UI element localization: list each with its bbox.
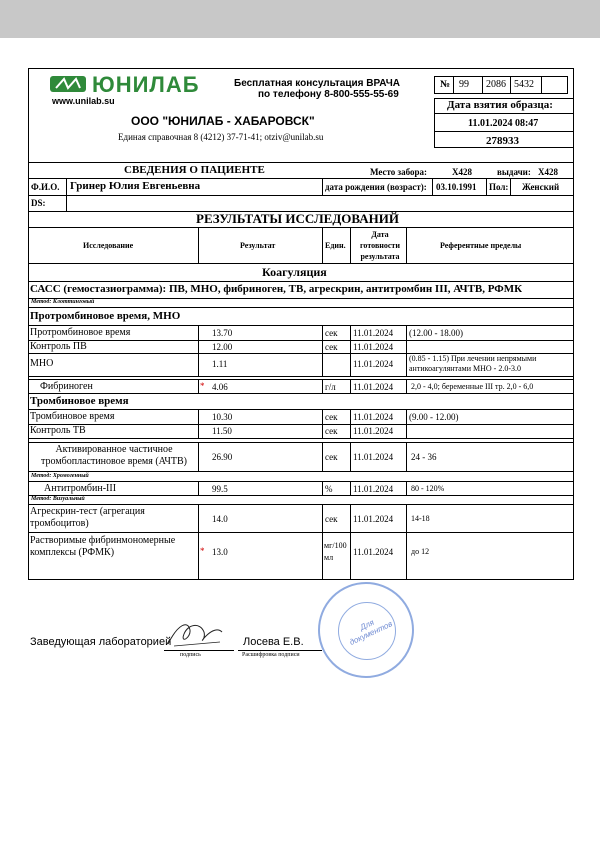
signature-caption: подпись xyxy=(180,652,201,658)
hotline-line1: Бесплатная консультация ВРАЧА xyxy=(234,78,400,89)
row-fibrinogen-ref: 2,0 - 4,0; беременные III тр. 2,0 - 6,0 xyxy=(411,382,534,391)
sample-id: 278933 xyxy=(486,135,519,147)
row-tt-control-date: 11.01.2024 xyxy=(353,426,394,436)
patient-section-title: СВЕДЕНИЯ О ПАЦИЕНТЕ xyxy=(124,164,265,176)
row-pt-date: 11.01.2024 xyxy=(353,328,394,338)
panel-title: САСС (гемостазиограмма): ПВ, МНО, фибриноген, ТВ, агрескрин, антитромбин III, АЧТВ, РФМК xyxy=(30,283,523,295)
fio-value: Гринер Юлия Евгеньевна xyxy=(70,180,201,192)
row-tt-control-unit: сек xyxy=(325,426,338,436)
row-aptt-ref: 24 - 36 xyxy=(411,452,437,462)
stamp xyxy=(318,582,414,678)
col-ref: Референтные пределы xyxy=(440,241,522,250)
sex-value: Женский xyxy=(522,182,560,192)
row-sfmc-value: 13.0 xyxy=(212,547,228,557)
row-inr-name: МНО xyxy=(30,358,54,369)
row-pt-unit: сек xyxy=(325,328,338,338)
row-pv-control-unit: сек xyxy=(325,342,338,352)
row-sfmc-flag: * xyxy=(200,546,205,556)
results-title: РЕЗУЛЬТАТЫ ИССЛЕДОВАНИЙ xyxy=(196,211,399,226)
logo-leaf-icon xyxy=(50,74,88,94)
ds-label: DS: xyxy=(31,198,46,208)
col-study: Исследование xyxy=(83,241,134,250)
row-fibrinogen-value: 4.06 xyxy=(212,382,228,392)
row-tt-date: 11.01.2024 xyxy=(353,412,394,422)
dob-label: дата рождения (возраст): xyxy=(325,182,427,192)
place-label: Место забора: xyxy=(370,167,428,177)
method-chromogenic: Метод: Хромогенный xyxy=(31,473,89,479)
row-sfmc-ref: до 12 xyxy=(411,547,430,556)
row-aptt-name: Активированное частичное тромбопластиновое время (АЧТВ) xyxy=(41,444,187,467)
col-date: Дата готовности результата xyxy=(360,230,400,261)
row-sfmc-unit: мг/100 мл xyxy=(324,541,347,562)
row-pt-value: 13.70 xyxy=(212,328,233,338)
number-part-3: 5432 xyxy=(514,79,534,90)
logo-text: ЮНИЛАБ xyxy=(92,72,200,97)
row-sfmc-name: Растворимые фибринмономерные комплексы (РФМК) xyxy=(30,535,176,558)
fio-label: Ф.И.О. xyxy=(31,182,60,192)
method-clotting: Метод: Клоттинговый xyxy=(31,299,95,305)
issue-label: выдачи: xyxy=(497,167,531,177)
row-fibrinogen-unit: г/л xyxy=(325,382,336,392)
row-fibrinogen-flag: * xyxy=(200,381,205,391)
row-at3-value: 99.5 xyxy=(212,484,228,494)
stamp-text: Для документов xyxy=(348,617,394,647)
col-unit: Един. xyxy=(325,241,346,250)
row-at3-ref: 80 - 120% xyxy=(411,484,445,493)
row-fibrinogen-date: 11.01.2024 xyxy=(353,382,394,392)
group-tt: Тромбиновое время xyxy=(30,395,129,407)
row-at3-date: 11.01.2024 xyxy=(353,484,394,494)
row-tt-ref: (9.00 - 12.00) xyxy=(409,412,459,422)
head-name: Лосева Е.В. xyxy=(243,636,304,648)
name-caption: Расшифровка подписи xyxy=(242,652,300,658)
sample-date-label: Дата взятия образца: xyxy=(447,99,553,111)
number-part-2: 2086 xyxy=(486,79,506,90)
row-inr-value: 1.11 xyxy=(212,359,228,369)
row-aptt-value: 26.90 xyxy=(212,452,233,462)
top-gray-bar xyxy=(0,0,600,38)
row-pv-control-value: 12.00 xyxy=(212,342,233,352)
row-pt-ref: (12.00 - 18.00) xyxy=(409,328,463,338)
sample-date: 11.01.2024 08:47 xyxy=(468,118,539,129)
row-aggrescreen-unit: сек xyxy=(325,514,338,524)
row-at3-name: Антитромбин-III xyxy=(44,483,117,494)
row-aggrescreen-date: 11.01.2024 xyxy=(353,514,394,524)
row-aggrescreen-name: Агрескрин-тест (агрегация тромбоцитов) xyxy=(30,506,145,529)
row-tt-unit: сек xyxy=(325,412,338,422)
row-at3-unit: % xyxy=(325,484,333,494)
place-value: Х428 xyxy=(452,167,472,177)
row-aggrescreen-ref: 14-18 xyxy=(411,514,430,523)
issue-value: Х428 xyxy=(538,167,558,177)
method-visual: Метод: Визуальный xyxy=(31,496,85,502)
row-tt-control-name: Контроль ТВ xyxy=(30,425,86,436)
row-aptt-date: 11.01.2024 xyxy=(353,452,394,462)
signature xyxy=(160,614,230,654)
number-label: № xyxy=(440,79,451,90)
number-part-1: 99 xyxy=(459,79,469,90)
row-aggrescreen-value: 14.0 xyxy=(212,514,228,524)
row-inr-ref: (0.85 - 1.15) При лечении непрямыми антикоагулянтами МНО - 2.0-3.0 xyxy=(409,354,537,373)
row-tt-value: 10.30 xyxy=(212,412,233,422)
group-pt: Протромбиновое время, МНО xyxy=(30,310,181,322)
website: www.unilab.su xyxy=(52,96,115,106)
row-tt-name: Тромбиновое время xyxy=(30,411,115,422)
hotline-line2: по телефону 8-800-555-55-69 xyxy=(258,89,399,100)
row-pt-name: Протромбиновое время xyxy=(30,327,131,338)
row-fibrinogen-name: Фибриноген xyxy=(40,381,93,392)
row-aptt-unit: сек xyxy=(325,452,338,462)
row-inr-date: 11.01.2024 xyxy=(353,359,394,369)
col-result: Результат xyxy=(240,241,276,250)
head-label: Заведующая лабораторией xyxy=(30,636,172,648)
row-sfmc-date: 11.01.2024 xyxy=(353,547,394,557)
sex-label: Пол: xyxy=(489,182,509,192)
row-pv-control-name: Контроль ПВ xyxy=(30,341,87,352)
org-name: ООО "ЮНИЛАБ - ХАБАРОВСК" xyxy=(131,114,315,128)
dob-value: 03.10.1991 xyxy=(436,182,477,192)
org-contacts: Единая справочная 8 (4212) 37-71-41; otziv@unilab.su xyxy=(118,132,324,142)
row-pv-control-date: 11.01.2024 xyxy=(353,342,394,352)
section-coagulation: Коагуляция xyxy=(262,265,327,279)
row-tt-control-value: 11.50 xyxy=(212,426,232,436)
